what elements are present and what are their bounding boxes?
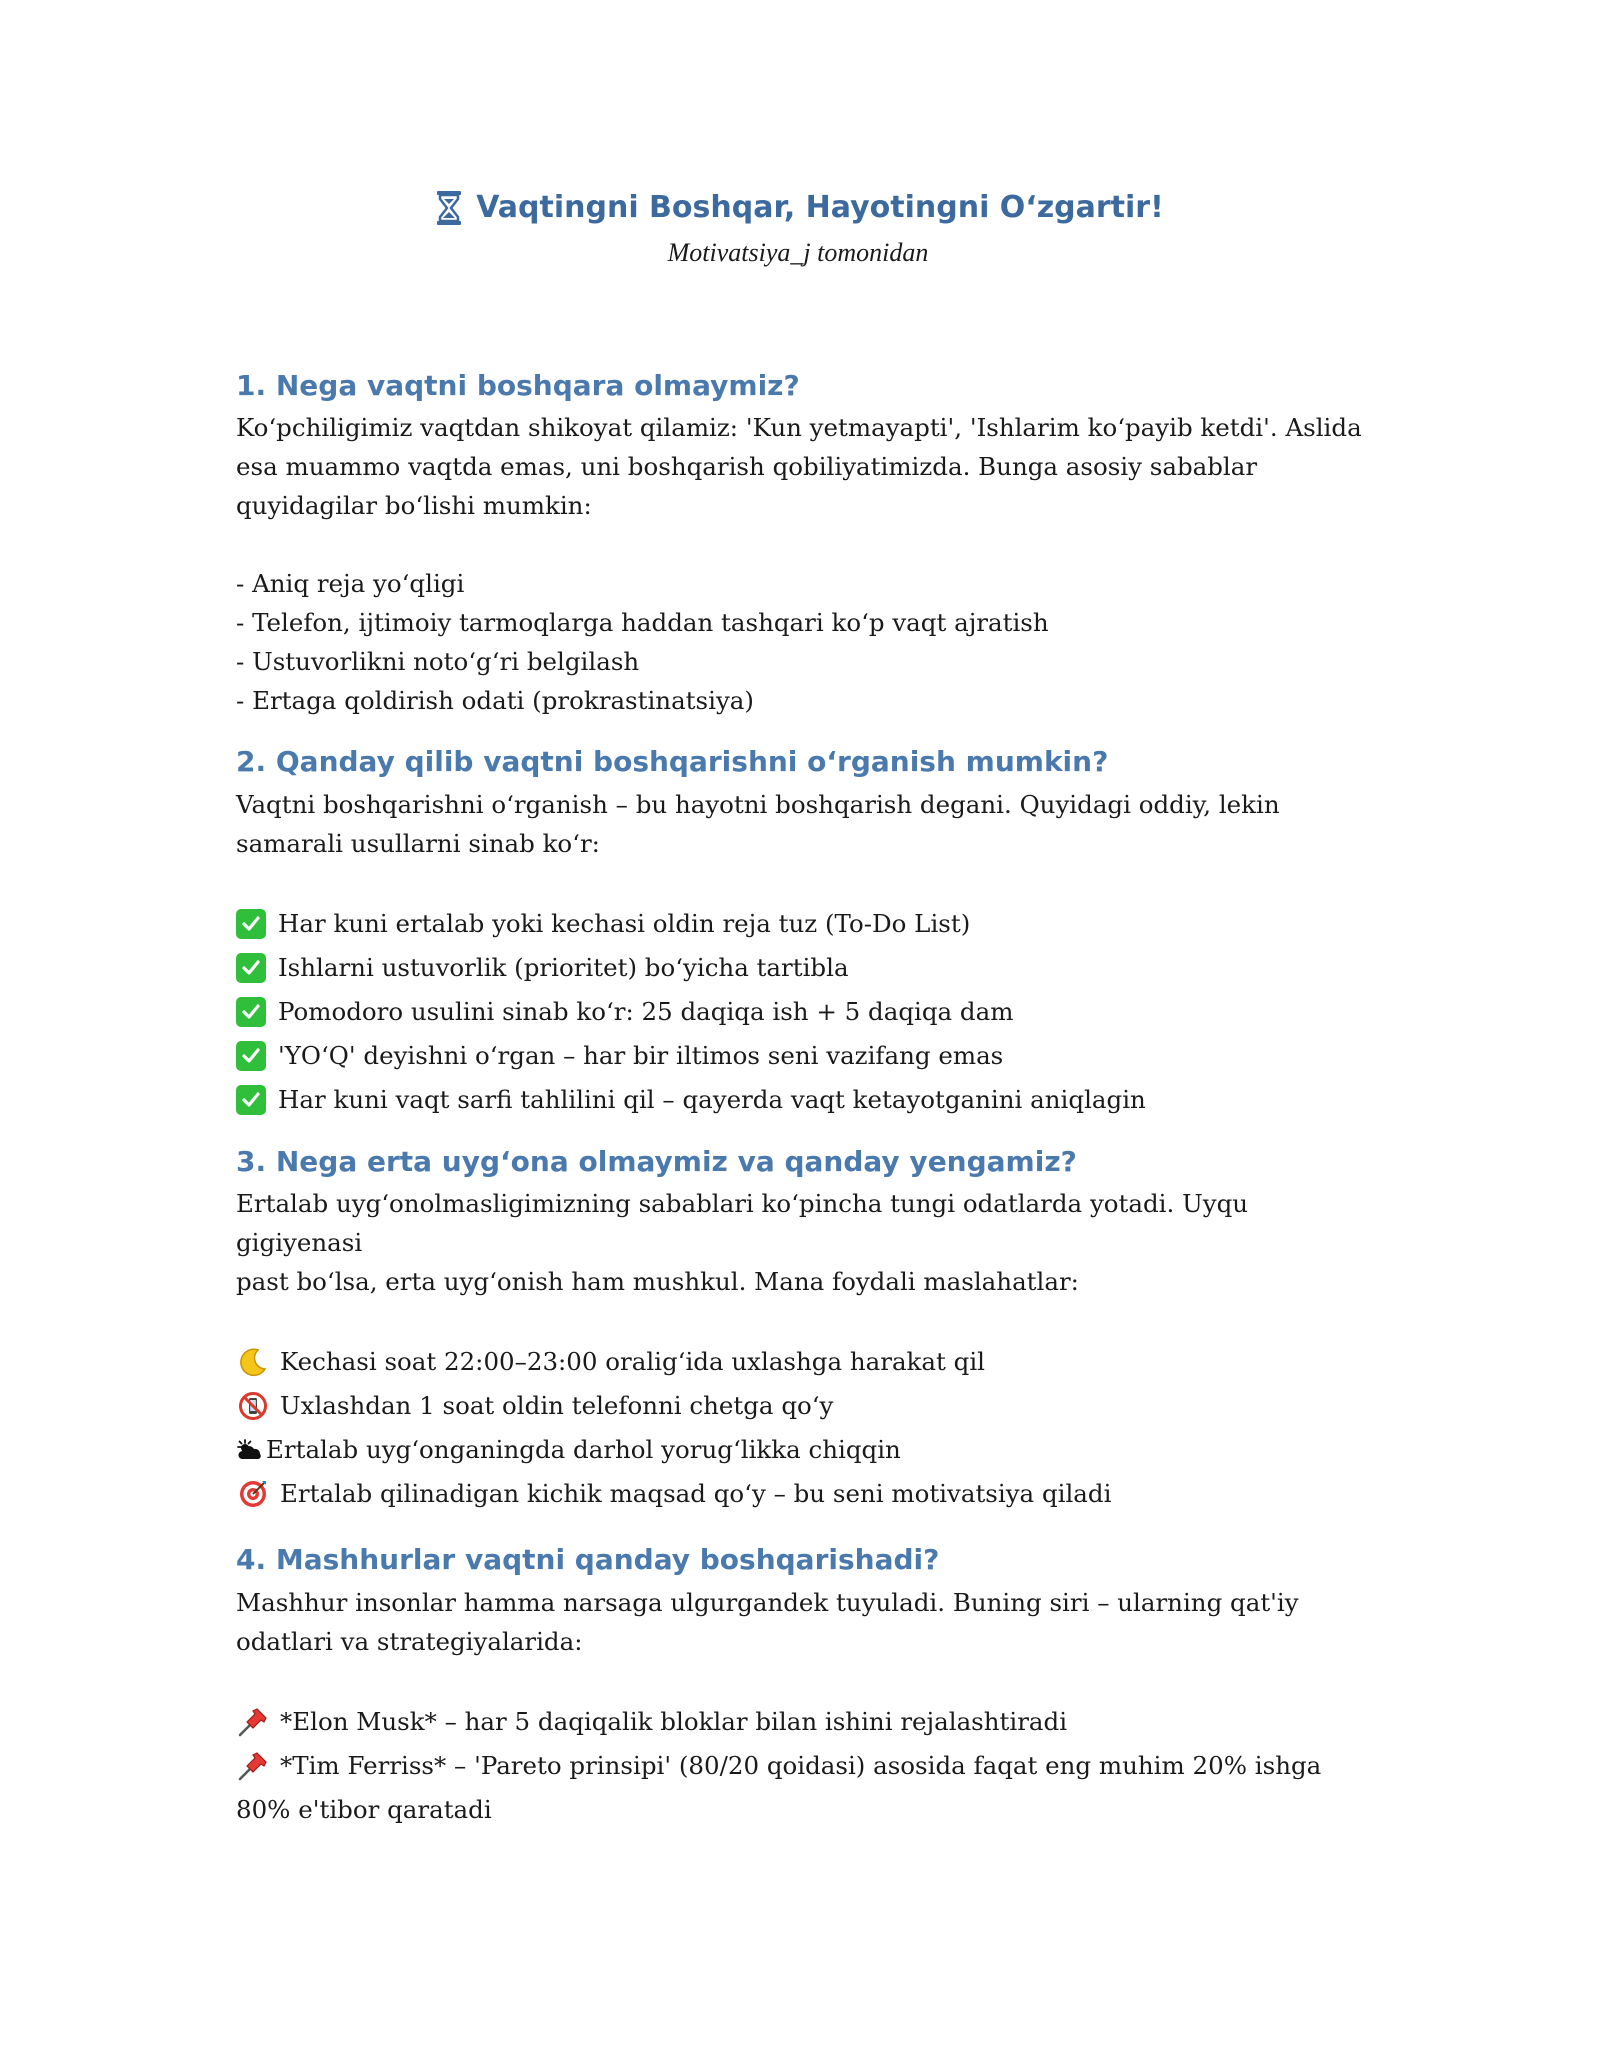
methods-list (236, 902, 1366, 1122)
list-item-text: *Tim Ferriss* – 'Pareto prinsipi' (80/20 qoidasi) asosida faqat eng muhim 20% ishga (280, 1750, 1322, 1780)
para-line: esa muammo vaqtda emas, uni boshqarish qobiliyatimizda. Bunga asosiy sabablar (236, 452, 1258, 482)
list-item (236, 1428, 1366, 1472)
para-line: Ertalab uyg‘onolmasligimizning sabablari ko‘pincha tungi odatlarda yotadi. Uyqu gigiyenasi (236, 1189, 1249, 1258)
section-2 (236, 744, 1366, 1121)
reasons-list (236, 564, 1366, 720)
title-block (233, 190, 1363, 268)
section-heading: 2. Qanday qilib vaqtni boshqarishni o‘rganish mumkin? (236, 745, 1109, 779)
crescent-moon-icon (236, 1345, 270, 1379)
list-item (236, 946, 1366, 990)
para-line: odatlari va strategiyalarida: (236, 1626, 583, 1656)
page-title (432, 190, 1164, 226)
celebrities-list (236, 1700, 1366, 1788)
no-phone-icon (236, 1389, 270, 1423)
para-line: Ko‘pchiligimiz vaqtdan shikoyat qilamiz: 'Kun yetmayapti', 'Ishlarim ko‘payib ketdi'. Aslida (236, 413, 1362, 443)
checkmark-icon (236, 909, 266, 939)
list-item-text: Ertalab uyg‘onganingda darhol yorug‘likka chiqqin (266, 1435, 901, 1465)
para-line: Vaqtni boshqarishni o‘rganish – bu hayotni boshqarish degani. Quyidagi oddiy, lekin (236, 789, 1280, 819)
checkmark-icon (236, 1041, 266, 1071)
section-1 (236, 368, 1366, 720)
list-item (236, 1472, 1366, 1516)
section-paragraph (236, 1583, 1366, 1661)
list-item: - Aniq reja yo‘qligi (236, 569, 465, 599)
list-item: - Telefon, ijtimoiy tarmoqlarga haddan tashqari ko‘p vaqt ajratish (236, 608, 1049, 638)
list-item-text: *Elon Musk* – har 5 daqiqalik bloklar bilan ishini rejalashtiradi (280, 1706, 1068, 1736)
title-text: Vaqtingni Boshqar, Hayotingni O‘zgartir! (476, 190, 1164, 225)
hourglass-icon (432, 191, 466, 225)
section-paragraph (236, 408, 1366, 525)
section-heading: 3. Nega erta uyg‘ona olmaymiz va qanday yengamiz? (236, 1144, 1077, 1178)
section-paragraph (236, 785, 1366, 863)
pushpin-icon (236, 1705, 270, 1739)
list-item (236, 990, 1366, 1034)
para-line: past bo‘lsa, erta uyg‘onish ham mushkul. Mana foydali maslahatlar: (236, 1267, 1079, 1297)
pushpin-icon (236, 1749, 270, 1783)
list-item-text: Pomodoro usulini sinab ko‘r: 25 daqiqa ish + 5 daqiqa dam (278, 996, 1014, 1026)
list-item (236, 1034, 1366, 1078)
section-heading: 4. Mashhurlar vaqtni qanday boshqarishadi? (236, 1543, 940, 1577)
para-line: Mashhur insonlar hamma narsaga ulgurgandek tuyuladi. Buning siri – ularning qat'iy (236, 1587, 1299, 1617)
section-3 (236, 1144, 1366, 1516)
page-subtitle: Motivatsiya_j tomonidan (667, 238, 929, 267)
checkmark-icon (236, 1085, 266, 1115)
list-item-text: 'YO‘Q' deyishni o‘rgan – har bir iltimos seni vazifang emas (278, 1040, 1004, 1070)
section-4 (236, 1542, 1366, 1831)
document-page (236, 190, 1366, 1832)
list-item: - Ertaga qoldirish odati (prokrastinatsiya) (236, 686, 754, 716)
checkmark-icon (236, 953, 266, 983)
para-line: quyidagilar bo‘lishi mumkin: (236, 491, 592, 521)
tips-list (236, 1340, 1366, 1516)
para-line: samarali usullarni sinab ko‘r: (236, 828, 600, 858)
list-item-text: Uxlashdan 1 soat oldin telefonni chetga qo‘y (280, 1391, 834, 1421)
checkmark-icon (236, 997, 266, 1027)
list-item (236, 1078, 1366, 1122)
sun-behind-cloud-icon (236, 1433, 262, 1467)
list-item (236, 1700, 1366, 1744)
list-item-text: Ishlarni ustuvorlik (prioritet) bo‘yicha tartibla (278, 952, 849, 982)
list-item (236, 1744, 1366, 1788)
list-item-text: Ertalab qilinadigan kichik maqsad qo‘y – bu seni motivatsiya qiladi (280, 1479, 1112, 1509)
list-item (236, 902, 1366, 946)
section-paragraph (236, 1184, 1366, 1301)
list-item-text: Kechasi soat 22:00–23:00 oralig‘ida uxlashga harakat qil (280, 1347, 985, 1377)
target-icon (236, 1477, 270, 1511)
list-item-continuation: 80% e'tibor qaratadi (236, 1794, 492, 1824)
list-item: - Ustuvorlikni noto‘g‘ri belgilash (236, 647, 640, 677)
list-item (236, 1340, 1366, 1384)
list-item-text: Har kuni ertalab yoki kechasi oldin reja tuz (To-Do List) (278, 908, 971, 938)
list-item (236, 1384, 1366, 1428)
list-item-text: Har kuni vaqt sarfi tahlilini qil – qayerda vaqt ketayotganini aniqlagin (278, 1084, 1146, 1114)
section-heading: 1. Nega vaqtni boshqara olmaymiz? (236, 369, 800, 402)
